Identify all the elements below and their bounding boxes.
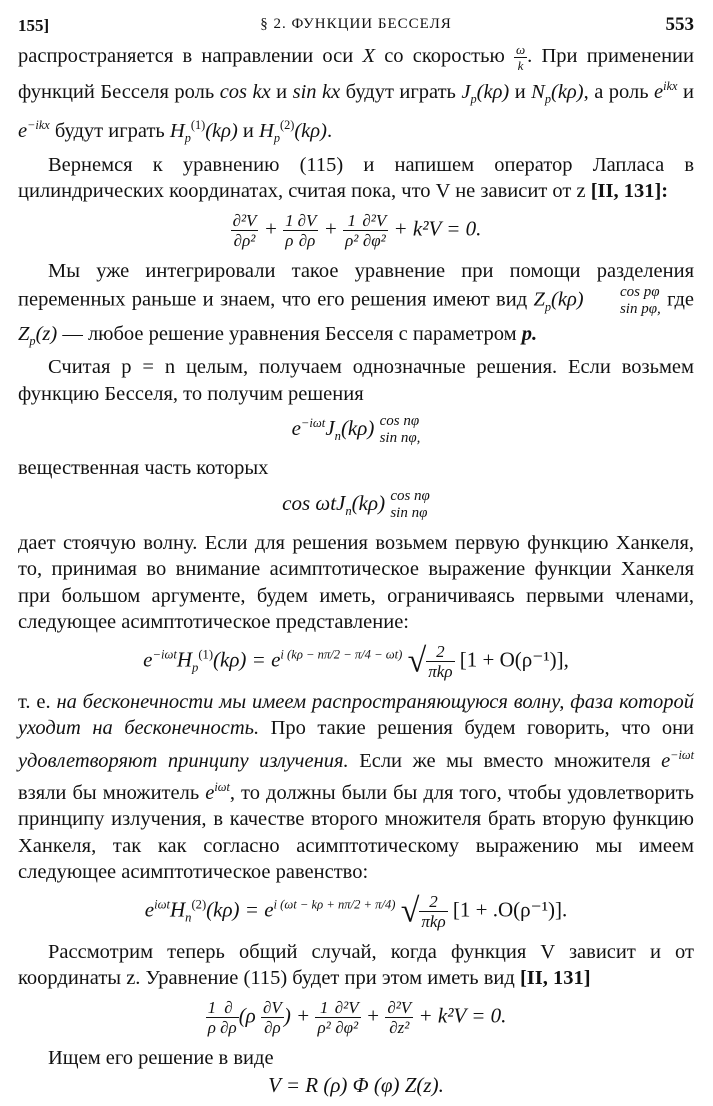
chapter-title: § 2. ФУНКЦИИ БЕССЕЛЯ <box>260 16 452 32</box>
asymptotic-equation-2: $e^{i\omega t}H_n^{(2)}(k\rho) = e^{i (\omega t - k\rho + n\pi/2 + \pi/4)}$ √ $\frac{2}{\text{πkρ}}$ [1 + .O(ρ⁻¹)]. <box>144 891 568 931</box>
page-number: 553 <box>665 14 694 35</box>
paragraph-2: Вернемся к уравнению (115) и напишем оператор Лапласа в цилиндрических координатах, считая пока, что V не зависит от z [II, 131]: <box>18 153 694 203</box>
asymptotic-equation-1: $e^{-i\omega t}H_p^{(1)}(k\rho) = e^{i (k\rho - n\pi/2 - \pi/4 - \omega t)}$ √ $\frac{2}{\text{πkρ}}$ [1 + O(ρ⁻¹)], <box>143 641 569 681</box>
paragraph-9: Ищем его решение в виде <box>48 1046 274 1069</box>
page <box>18 8 694 1106</box>
section-number: 155] <box>18 16 50 35</box>
cos-sin-stack: cos pφ sin pφ, <box>619 284 661 318</box>
paragraph-3: Мы уже интегрировали такое уравнение при помощи разделения переменных раньше и знаем, что его решения имеют вид $Z_p(k\rho)$ cos pφ sin pφ, где $Z_p(z)$ — любое решение уравнения Бесселя с параметром p. <box>18 259 695 348</box>
real-part-solution: cos ωtJ$_n$(kρ) cos nφ sin nφ <box>282 487 430 521</box>
velocity-fraction: $\frac{\omega}{k}$ <box>515 42 526 73</box>
laplace-cylindrical-equation: $\frac{\text{∂²V}}{\text{∂ρ²}}$ + $\frac{1}{\rho}$ $\frac{\partial V}{\partial\rho}$ + $\frac{1}{\text{ρ²}}$ $\frac{\text{∂²V}}{\text{∂φ²}}$ + k²V = 0. <box>232 210 482 250</box>
paragraph-8: Рассмотрим теперь общий случай, когда функция V зависит и от координаты z. Уравнение (115) будет при этом иметь вид [II, 131] <box>18 940 694 990</box>
paragraph-1: распространяется в направлении оси X со скоростью $\frac{\omega}{k}$ . При применении функций Бесселя роль cos kx и sin kx будут играть $J_p(k\rho)$ и $N_p(k\rho)$, а роль $e^{ikx}$ и $e^{-ikx}$ будут играть $H_p^{(1)}(k\rho)$ и $H_p^{(2)}(k\rho)$. <box>18 42 694 146</box>
paragraph-5: вещественная часть которых <box>18 457 269 480</box>
general-helmholtz-equation: $\frac{1}{\rho}$ $\frac{\partial}{\partial\rho}$ (ρ $\frac{\partial V}{\partial\rho}$ ) + $\frac{1}{\text{ρ²}}$ $\frac{\text{∂²V}}{\text{∂φ²}}$ + $\frac{\text{∂²V}}{\text{∂z²}}$ + k²V = 0. <box>207 997 507 1037</box>
paragraph-6: дает стоячую волну. Если для решения возьмем первую функцию Ханкеля, то, принимая во внимание асимптотическое выражение функции Ханкеля при большом аргументе, будем иметь, ограничиваясь первыми членами, следующее асимптотическое представление: <box>18 531 694 634</box>
paragraph-4: Считая p = n целым, получаем однозначные решения. Если возьмем функцию Бесселя, то получим решения <box>18 356 694 405</box>
separation-ansatz: V = R (ρ) Φ (φ) Z(z). <box>268 1073 444 1098</box>
running-header <box>18 8 694 42</box>
paragraph-7: т. е. на бесконечности мы имеем распространяющуюся волну, фаза которой уходит на бесконечность. Про такие решения будем говорить, что они удовлетворяют принципу излучения. Если же мы вместо множителя $e^{-i\omega t}$ взяли бы множитель $e^{i\omega t}$, то должны были бы для того, чтобы удовлетворить принципу излучения, в качестве второго множителя брать вторую функцию Ханкеля, так как согласно асимптотическому выражению мы имеем следующее асимптотическое равенство: <box>18 690 695 884</box>
bessel-solution: $e^{-i\omega t}J_n(k\rho)$ cos nφ sin nφ, <box>291 413 421 447</box>
